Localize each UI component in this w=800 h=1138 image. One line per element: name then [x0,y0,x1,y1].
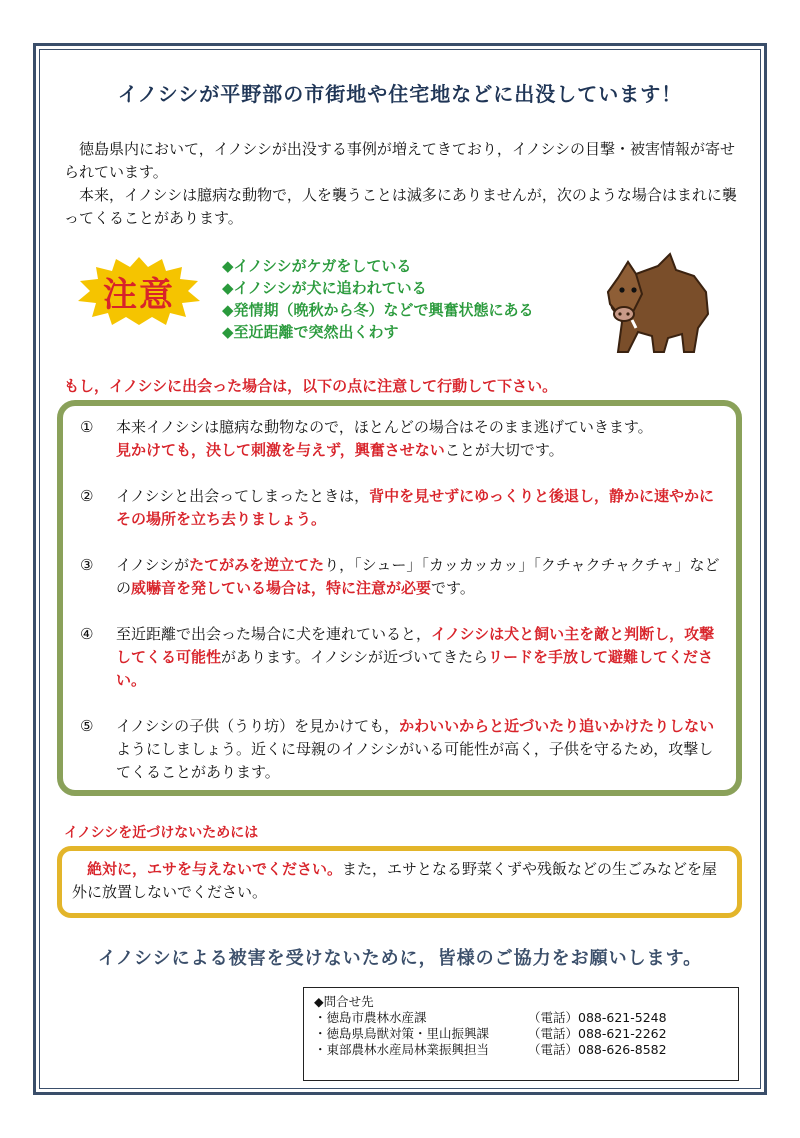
point-text [116,485,720,531]
point-text [116,554,720,600]
encounter-heading: もし，イノシシに出会った場合は，以下の点に注意して行動して下さい。 [64,377,558,395]
caution-list [222,255,534,343]
point-text-emphasis: 威嚇音を発している場合は，特に注意が必要 [131,579,432,597]
point-number: ① [80,418,94,436]
point-text-plain: 至近距離で出会った場合に犬を連れていると， [116,625,432,643]
prevention-heading: イノシシを近づけないためには [64,825,259,841]
contact-dept: ・徳島県鳥獣対策・里山振興課 [314,1026,490,1041]
prevention-paragraph [72,858,728,904]
contact-phone: （電話）088-621-5248 [528,1010,667,1025]
intro-text [64,138,740,230]
point-text-emphasis: かわいいからと近づいたり追いかけたりしない [399,717,715,735]
point-text-emphasis: たてがみを逆立てた [189,556,325,574]
closing-message: イノシシによる被害を受けないために，皆様のご協力をお願いします。 [97,948,703,969]
boar-icon [598,248,716,358]
point-text-plain: イノシシの子供（うり坊）を見かけても， [116,717,400,735]
point-item [80,554,720,600]
contact-phone: （電話）088-621-2262 [528,1026,667,1041]
point-text-emphasis: 見かけても，決して刺激を与えず，興奮させない [116,441,445,459]
caution-item: ◆イノシシがケガをしている [222,257,412,275]
contact-entry [314,1026,728,1042]
page-title: イノシシが平野部の市街地や住宅地などに出没しています！ [117,82,683,106]
contact-dept: ・徳島市農林水産課 [314,1010,427,1025]
point-text [116,416,720,462]
point-text [116,715,720,784]
point-text-plain: ようにしましょう。近くに母親のイノシシがいる可能性が高く，子供を守るため，攻撃してくることがあります。 [116,740,714,781]
contact-phone: （電話）088-626-8582 [528,1042,667,1057]
contact-dept: ・東部農林水産局林業振興担当 [314,1042,490,1057]
point-text-emphasis: イノシシは犬と飼い主を敵と判断し，攻撃してくる可能性 [116,625,715,666]
point-text-plain: です。 [431,579,475,597]
point-item [80,485,720,531]
prevention-rest: また，エサとなる野菜くずや残飯などの生ごみなどを屋外に放置しないでください。 [72,860,718,901]
point-text-plain: ことが大切です。 [444,441,564,459]
intro-paragraph-2: 本来，イノシシは臆病な動物で，人を襲うことは滅多にありませんが，次のような場合はまれに襲ってくることがあります。 [64,186,737,227]
point-text-plain: 本来イノシシは臆病な動物なので，ほとんどの場合はそのまま逃げていきます。 [116,418,653,436]
point-number: ④ [80,625,94,643]
contact-box [303,987,739,1081]
caution-badge [76,255,202,327]
point-number: ② [80,487,94,505]
point-text-plain: り，「シュー」「カッカッカッ」「クチャクチャクチャ」などの [116,556,720,597]
caution-badge-label: 注意 [103,274,175,315]
point-text [116,623,720,692]
prevention-text [72,858,728,904]
prevention-emphasis: 絶対に，エサを与えないでください。 [87,860,343,878]
caution-item: ◆発情期（晩秋から冬）などで興奮状態にある [222,301,534,319]
point-text-emphasis: 背中を見せずにゆっくりと後退し，静かに速やかにその場所を立ち去りましょう。 [116,487,714,528]
contact-entry [314,1042,728,1058]
point-text-plain: があります。イノシシが近づいてきたら [221,648,488,666]
caution-item: ◆イノシシが犬に追われている [222,279,427,297]
point-item [80,715,720,784]
contact-heading: ◆問合せ先 [314,994,374,1009]
caution-item: ◆至近距離で突然出くわす [222,323,399,341]
point-text-plain: イノシシと出会ってしまったときは， [116,487,370,505]
point-item [80,623,720,692]
point-number: ③ [80,556,94,574]
point-text-emphasis: リードを手放して避難してください。 [116,648,713,689]
point-number: ⑤ [80,717,94,735]
point-item [80,416,720,462]
contact-entry [314,1010,728,1026]
wild-boar-illustration [598,248,716,358]
intro-paragraph-1: 徳島県内において，イノシシが出没する事例が増えてきており，イノシシの目撃・被害情報が寄せられています。 [64,140,735,181]
point-text-plain: イノシシが [116,556,190,574]
